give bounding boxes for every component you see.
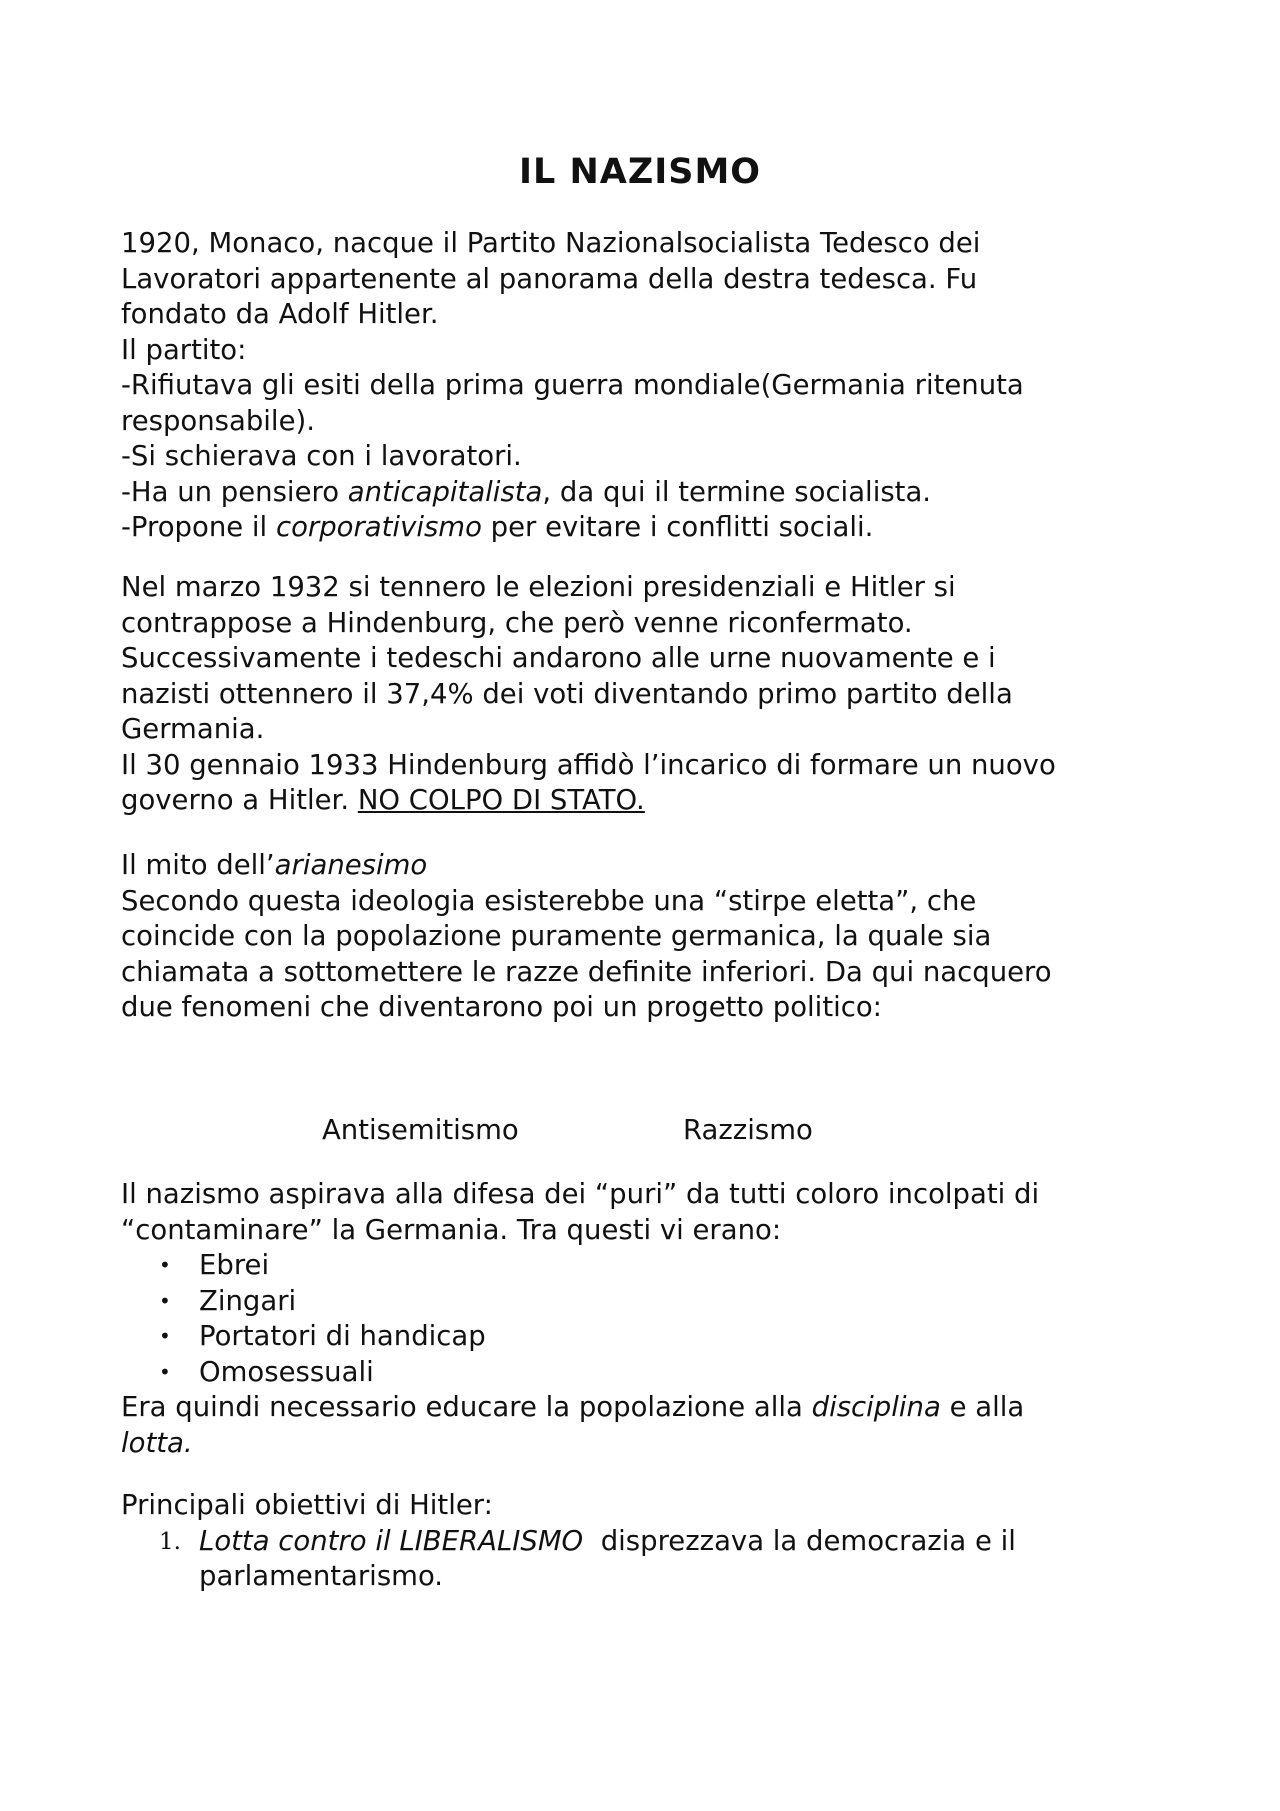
text-run: per evitare i conflitti sociali.: [481, 511, 874, 543]
text-run: e alla: [940, 1391, 1025, 1423]
myth-heading: [121, 848, 1171, 884]
text-run: , da qui il termine socialista.: [542, 475, 932, 508]
defense-line: [121, 1426, 1171, 1462]
text-run: -Propone il: [121, 511, 276, 543]
elections-line: Il 30 gennaio 1933 Hindenburg affidò l’incarico di formare un nuovo: [121, 748, 1056, 781]
objective-text: parlamentarismo.: [199, 1560, 444, 1592]
defense-line: “contaminare” la Germania. Tra questi vi erano:: [121, 1213, 782, 1246]
list-item: [121, 1355, 1171, 1391]
phenomenon-antisemitismo: Antisemitismo: [322, 1114, 519, 1146]
intro-line: 1920, Monaco, nacque il Partito Nazionalsocialista Tedesco dei: [121, 227, 981, 259]
intro-line: [121, 475, 1171, 511]
myth-line: Secondo questa ideologia esisterebbe una “stirpe eletta”, che: [121, 884, 977, 917]
intro-line: Il partito:: [121, 333, 247, 366]
text-run: governo a Hitler.: [121, 784, 358, 816]
elections-line: [121, 783, 1171, 819]
page-title: IL NAZISMO: [518, 152, 762, 192]
bullet-icon: •: [159, 1253, 171, 1277]
objectives-section: [121, 1488, 1171, 1595]
underlined-no-colpo-di-stato: NO COLPO DI STATO.: [357, 784, 645, 816]
list-item: [121, 1319, 1171, 1355]
objective-emphasis: Lotta contro il LIBERALISMO: [199, 1524, 584, 1557]
objective-number: 1.: [159, 1528, 181, 1555]
elections-line: Germania.: [121, 713, 265, 745]
intro-line: responsabile).: [121, 404, 315, 437]
intro-line: -Rifiutava gli esiti della prima guerra mondiale(Germania ritenuta: [121, 369, 1024, 401]
objective-text: disprezzava la democrazia e il: [583, 1524, 1016, 1557]
objective-item: [121, 1524, 1171, 1595]
target-groups-list: [121, 1248, 1171, 1390]
phenomenon-razzismo: Razzismo: [683, 1114, 813, 1146]
elections-line: contrappose a Hindenburg, che però venne riconfermato.: [121, 606, 913, 639]
emphasis-arianesimo: arianesimo: [274, 849, 428, 881]
text-run: Il mito dell’: [121, 849, 275, 881]
objectives-list: [121, 1524, 1171, 1595]
text-run: -Ha un pensiero: [121, 475, 348, 508]
intro-line: Lavoratori appartenente al panorama della destra tedesca. Fu: [121, 262, 978, 295]
myth-section: [121, 848, 1171, 1026]
defense-line: [121, 1390, 1171, 1426]
intro-section: [121, 226, 1171, 546]
elections-line: Nel marzo 1932 si tennero le elezioni presidenziali e Hitler si: [121, 571, 956, 603]
defense-line: Il nazismo aspirava alla difesa dei “puri” da tutti coloro incolpati di: [121, 1178, 1040, 1210]
objectives-heading: Principali obiettivi di Hitler:: [121, 1489, 493, 1521]
emphasis-lotta: lotta.: [121, 1426, 193, 1459]
list-item: [121, 1284, 1171, 1320]
myth-line: chiamata a sottomettere le razze definite inferiori. Da qui nacquero: [121, 955, 1052, 988]
myth-line: due fenomeni che diventarono poi un progetto politico:: [121, 991, 882, 1023]
intro-line: [121, 510, 1171, 546]
list-item-label: Omosessuali: [199, 1355, 374, 1388]
bullet-icon: •: [159, 1359, 171, 1384]
elections-line: nazisti ottennero il 37,4% dei voti diventando primo partito della: [121, 677, 1013, 710]
emphasis-corporativismo: corporativismo: [275, 511, 482, 543]
list-item: [121, 1248, 1171, 1284]
emphasis-anticapitalista: anticapitalista: [347, 475, 543, 508]
bullet-icon: •: [159, 1288, 171, 1313]
intro-line: -Si schierava con i lavoratori.: [121, 440, 522, 472]
text-run: Era quindi necessario educare la popolazione alla: [121, 1391, 812, 1423]
defense-section: [121, 1177, 1171, 1461]
bullet-icon: •: [159, 1324, 171, 1348]
list-item-label: Portatori di handicap: [199, 1320, 486, 1352]
list-item-label: Ebrei: [199, 1249, 270, 1281]
intro-line: fondato da Adolf Hitler.: [121, 298, 439, 330]
elections-section: [121, 570, 1171, 819]
list-item-label: Zingari: [199, 1284, 297, 1317]
myth-line: coincide con la popolazione puramente germanica, la quale sia: [121, 920, 992, 952]
emphasis-disciplina: disciplina: [811, 1391, 941, 1423]
elections-line: Successivamente i tedeschi andarono alle urne nuovamente e i: [121, 642, 996, 674]
